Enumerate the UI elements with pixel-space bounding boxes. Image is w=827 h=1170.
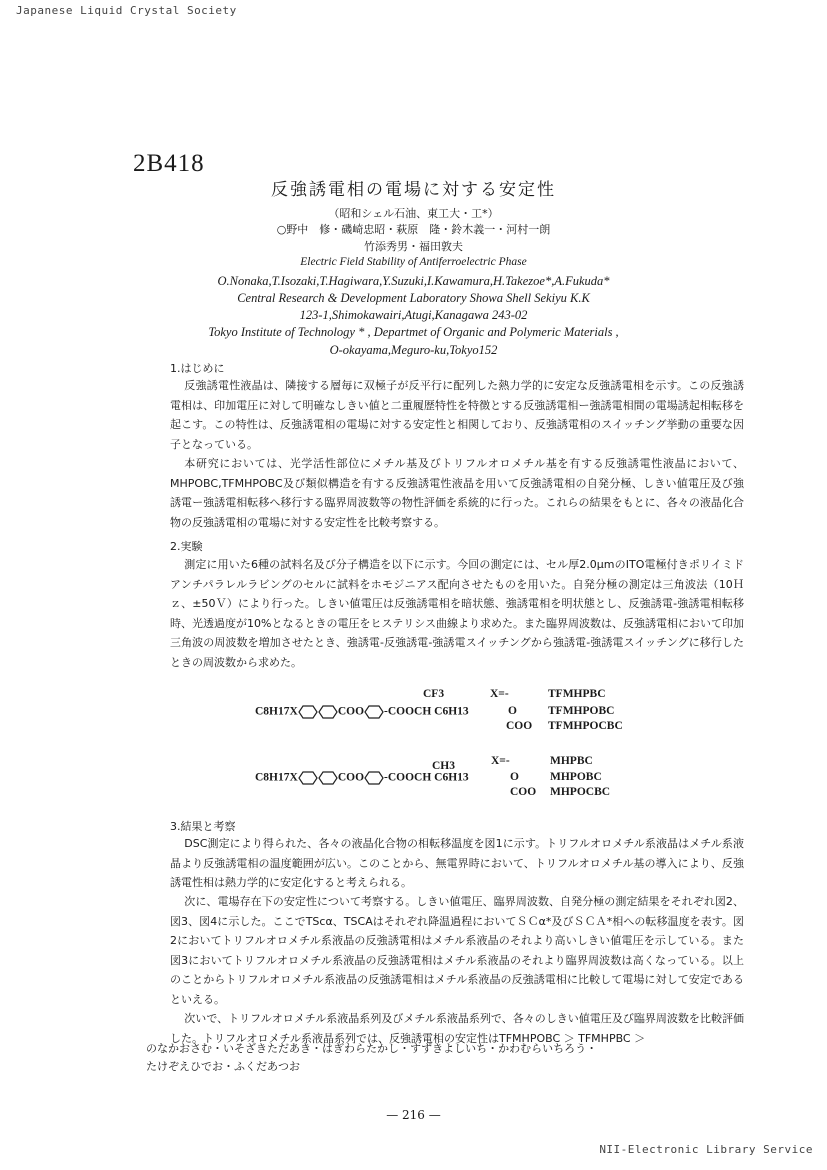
society-header: Japanese Liquid Crystal Society [16,4,237,17]
affiliation-ja: （昭和シェル石油、東工大・工*） [328,207,499,220]
structure1-x-coo: COO [506,720,533,732]
results-paragraph-1: DSC測定により得られた、各々の液晶化合物の相転移温度を図1に示す。トリフルオロメチル系液晶はメチル系液晶より反強誘電相の温度範囲が広い。このことから、無電界時において、トリフルオロメチル基の導入により、反強誘電性相は熱力学的に安定化すると考えられる。 [170,837,744,889]
intro-paragraph-2: 本研究においては、光学活性部位にメチル基及びトリフルオロメチル基を有する反強誘電性液晶において、MHPOBC,TFMHPOBC及び類似構造を有する反強誘電性液晶を用いて反強誘電相の自発分極、しきい値電圧及び強誘電ー強誘電相転移へ移行する臨界周波数等の物性評価を系統的に行った。これらの結果をもとに、各々の液晶化合物の反強誘電相の電場に対する安定性を比較考察する。 [170,457,744,529]
compound-name-tfmhpocbc: TFMHPOCBC [548,720,623,732]
structure1-x-o: O [508,705,517,717]
structure1-left-group: C8H17X [255,705,298,718]
paper-id: 2B418 [133,150,205,177]
benzene-ring-icon [364,706,384,718]
structure2-tail: -COOCH C6H13 [384,771,469,784]
univ-en-line2: O-okayama,Meguro-ku,Tokyo152 [329,343,498,357]
section-intro-heading: 1.はじめに [170,362,225,375]
structure1-formula [255,705,469,719]
nii-footer: NII-Electronic Library Service [599,1143,813,1156]
title-en: Electric Field Stability of Antiferroelectric Phase [300,256,527,268]
compound-name-mhpocbc: MHPOCBC [550,786,611,798]
structure2-coo: COO [337,771,365,784]
structure2-x-label: X=- [491,755,510,767]
benzene-ring-icon [364,772,384,784]
structure2-formula [255,771,469,785]
address-en: 123-1,Shimokawairi,Atugi,Kanagawa 243-02 [299,308,528,322]
benzene-ring-icon [298,706,318,718]
results-paragraph-3: 次いで、トリフルオロメチル系液晶系列及びメチル系液晶系列で、各々のしきい値電圧及び臨界周波数を比較評価した。トリフルオロメチル系液晶系列では、反強誘電相の安定性はTFMHPOBC ＞ TFMHPBC ＞ [170,1012,744,1045]
benzene-ring-icon [318,772,338,784]
authors-ja-line2: 竹添秀男・福田敦夫 [364,240,463,253]
author-readings-line1: のなかおさむ・いそざきただあき・はぎわらたかし・すずきよしいち・かわむらいちろう・ [146,1042,598,1055]
structure2-branch: CH3 [432,760,455,772]
author-readings-line2: たけぞえひでお・ふくだあつお [146,1060,300,1073]
structure1-x-label: X=- [490,688,509,700]
univ-en-line1: Tokyo Institute of Technology * , Departmet of Organic and Polymeric Materials , [208,325,619,339]
structure2-x-coo: COO [510,786,537,798]
authors-en: O.Nonaka,T.Isozaki,T.Hagiwara,Y.Suzuki,I.Kawamura,H.Takezoe*,A.Fukuda* [217,274,610,288]
experiment-paragraph: 測定に用いた6種の試料名及び分子構造を以下に示す。今回の測定には、セル厚2.0μmのITO電極付きポリイミドアンチパラレルラビングのセルに試料をホモジニアス配向させたものを用いた。自発分極の測定は三角波法（10Ｈｚ、±50Ｖ）により行った。しきい値電圧は反強誘電相を暗状態、強誘電相を明状態とし、反強誘電-強誘電相転移時、光透過度が10%となるときの電圧をヒステリシス曲線より求めた。また臨界周波数は、反強誘電相において印加三角波の周波数を増加させたとき、強誘電-反強誘電-強誘電スイッチングから強誘電-強誘電スイッチングに移行したときの周波数から求めた。 [170,558,744,669]
section-experiment-heading: 2.実験 [170,540,203,553]
structure2-left-group: C8H17X [255,771,298,784]
paper-title: 反強誘電相の電場に対する安定性 [271,180,556,200]
org-en: Central Research & Development Laboratory Showa Shell Sekiyu K.K [237,291,590,305]
structure2-x-o: O [510,771,519,783]
benzene-ring-icon [318,706,338,718]
structure1-coo: COO [337,705,365,718]
benzene-ring-icon [298,772,318,784]
compound-name-mhpbc: MHPBC [550,755,593,767]
page-number: — 216 — [386,1108,441,1122]
structure1-branch: CF3 [423,688,445,700]
results-paragraph-2: 次に、電場存在下の安定性について考察する。しきい値電圧、臨界周波数、自発分極の測定結果をそれぞれ図2、図3、図4に示した。ここでTScα、TSCAはそれぞれ降温過程においてＳＣα*及びＳＣＡ*相への転移温度を表す。図2においてトリフルオロメチル系液晶の反強誘電相はメチル系液晶のそれより高いしきい値電圧を示している。また図3においてトリフルオロメチル系液晶の反強誘電相はメチル系液晶のそれより臨界周波数は高くなっている。以上のことからトリフルオロメチル系液晶の反強誘電相はメチル系液晶の反強誘電相に比較して電場に対して安定であるといえる。 [170,895,744,1006]
structure1-tail: -COOCH C6H13 [384,705,469,718]
authors-ja-line1: ○野中 修・磯崎忠昭・萩原 隆・鈴木義一・河村一朗 [276,223,551,236]
section-results-heading: 3.結果と考察 [170,820,236,833]
intro-paragraph-1: 反強誘電性液晶は、隣接する層毎に双極子が反平行に配列した熱力学的に安定な反強誘電相を示す。この反強誘電相は、印加電圧に対して明確なしきい値と二重履歴特性を特徴とする反強誘電相ー強誘電相間の電場誘起相転移を起こす。この特性は、反強誘電相の電場に対する安定性と相関しており、反強誘電相のスイッチング挙動の重要な因子となっている。 [170,379,744,451]
compound-name-tfmhpbc: TFMHPBC [548,688,606,700]
compound-name-mhpobc: MHPOBC [550,771,602,783]
compound-name-tfmhpobc: TFMHPOBC [548,705,615,717]
